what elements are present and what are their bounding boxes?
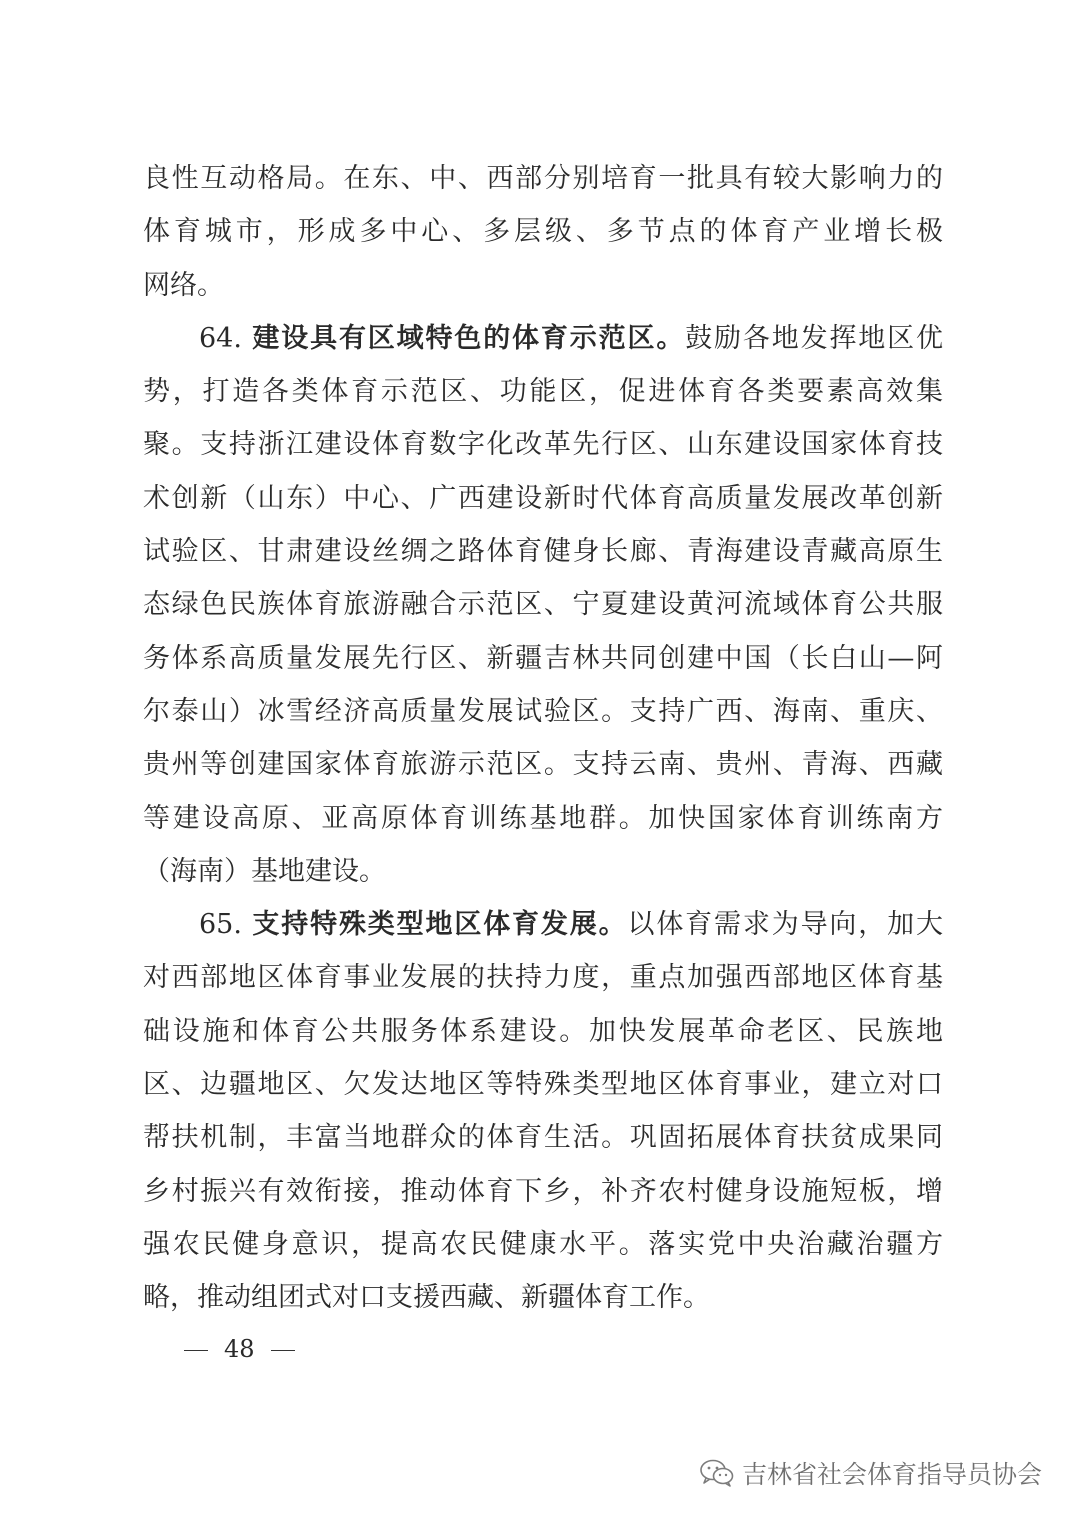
section-65-heading: 支持特殊类型地区体育发展。 [252, 909, 628, 941]
text-line: 础设施和体育公共服务体系建设。加快发展革命老区、民族地 [143, 1015, 943, 1047]
section-64-number: 64. [199, 322, 242, 354]
text-line: （海南）基地建设。 [143, 855, 386, 887]
text-line: 术创新（山东）中心、广西建设新时代体育高质量发展改革创新 [143, 482, 943, 514]
text-line: 强农民健身意识，提高农民健康水平。落实党中央治藏治疆方 [143, 1228, 943, 1260]
text-line: 势，打造各类体育示范区、功能区，促进体育各类要素高效集 [143, 376, 943, 408]
dash-right [271, 1350, 295, 1351]
section-65-first-line-text: 以体育需求为导向，加大 [627, 909, 943, 941]
text-line: 等建设高原、亚高原体育训练基地群。加快国家体育训练南方 [143, 802, 943, 834]
watermark-text: 吉林省社会体育指导员协会 [741, 1460, 1042, 1489]
page-number [168, 1333, 311, 1365]
text-line: 体育城市，形成多中心、多层级、多节点的体育产业增长极 [143, 216, 943, 248]
wechat-icon [700, 1459, 734, 1487]
text-line: 良性互动格局。在东、中、西部分别培育一批具有较大影响力的 [143, 163, 943, 194]
text-line: 网络。 [143, 269, 224, 301]
text-line: 态绿色民族体育旅游融合示范区、宁夏建设黄河流域体育公共服 [143, 589, 943, 621]
text-line: 区、边疆地区、欠发达地区等特殊类型地区体育事业，建立对口 [143, 1069, 943, 1101]
text-line: 对西部地区体育事业发展的扶持力度，重点加强西部地区体育基 [143, 962, 943, 994]
text-line: 略，推动组团式对口支援西藏、新疆体育工作。 [143, 1282, 710, 1314]
text-line: 尔泰山）冰雪经济高质量发展试验区。支持广西、海南、重庆、 [143, 695, 943, 727]
body-text [143, 152, 943, 1325]
section-65-number: 65. [199, 909, 242, 941]
section-64-first-line [143, 312, 943, 365]
dash-left [184, 1350, 208, 1351]
page-number-value: 48 [224, 1335, 255, 1363]
section-64-heading: 建设具有区域特色的体育示范区。 [252, 322, 686, 354]
text-line: 乡村振兴有效衔接，推动体育下乡，补齐农村健身设施短板，增 [143, 1175, 943, 1207]
watermark [700, 1453, 1042, 1493]
text-line: 帮扶机制，丰富当地群众的体育生活。巩固拓展体育扶贫成果同 [143, 1122, 943, 1154]
text-line: 聚。支持浙江建设体育数字化改革先行区、山东建设国家体育技 [143, 429, 943, 461]
section-64-first-line-text: 鼓励各地发挥地区优 [685, 322, 943, 354]
text-line: 试验区、甘肃建设丝绸之路体育健身长廊、青海建设青藏高原生 [143, 536, 943, 568]
text-line: 贵州等创建国家体育旅游示范区。支持云南、贵州、青海、西藏 [143, 749, 943, 781]
section-65-first-line [143, 898, 943, 951]
text-line: 务体系高质量发展先行区、新疆吉林共同创建中国（长白山—阿 [143, 642, 943, 674]
